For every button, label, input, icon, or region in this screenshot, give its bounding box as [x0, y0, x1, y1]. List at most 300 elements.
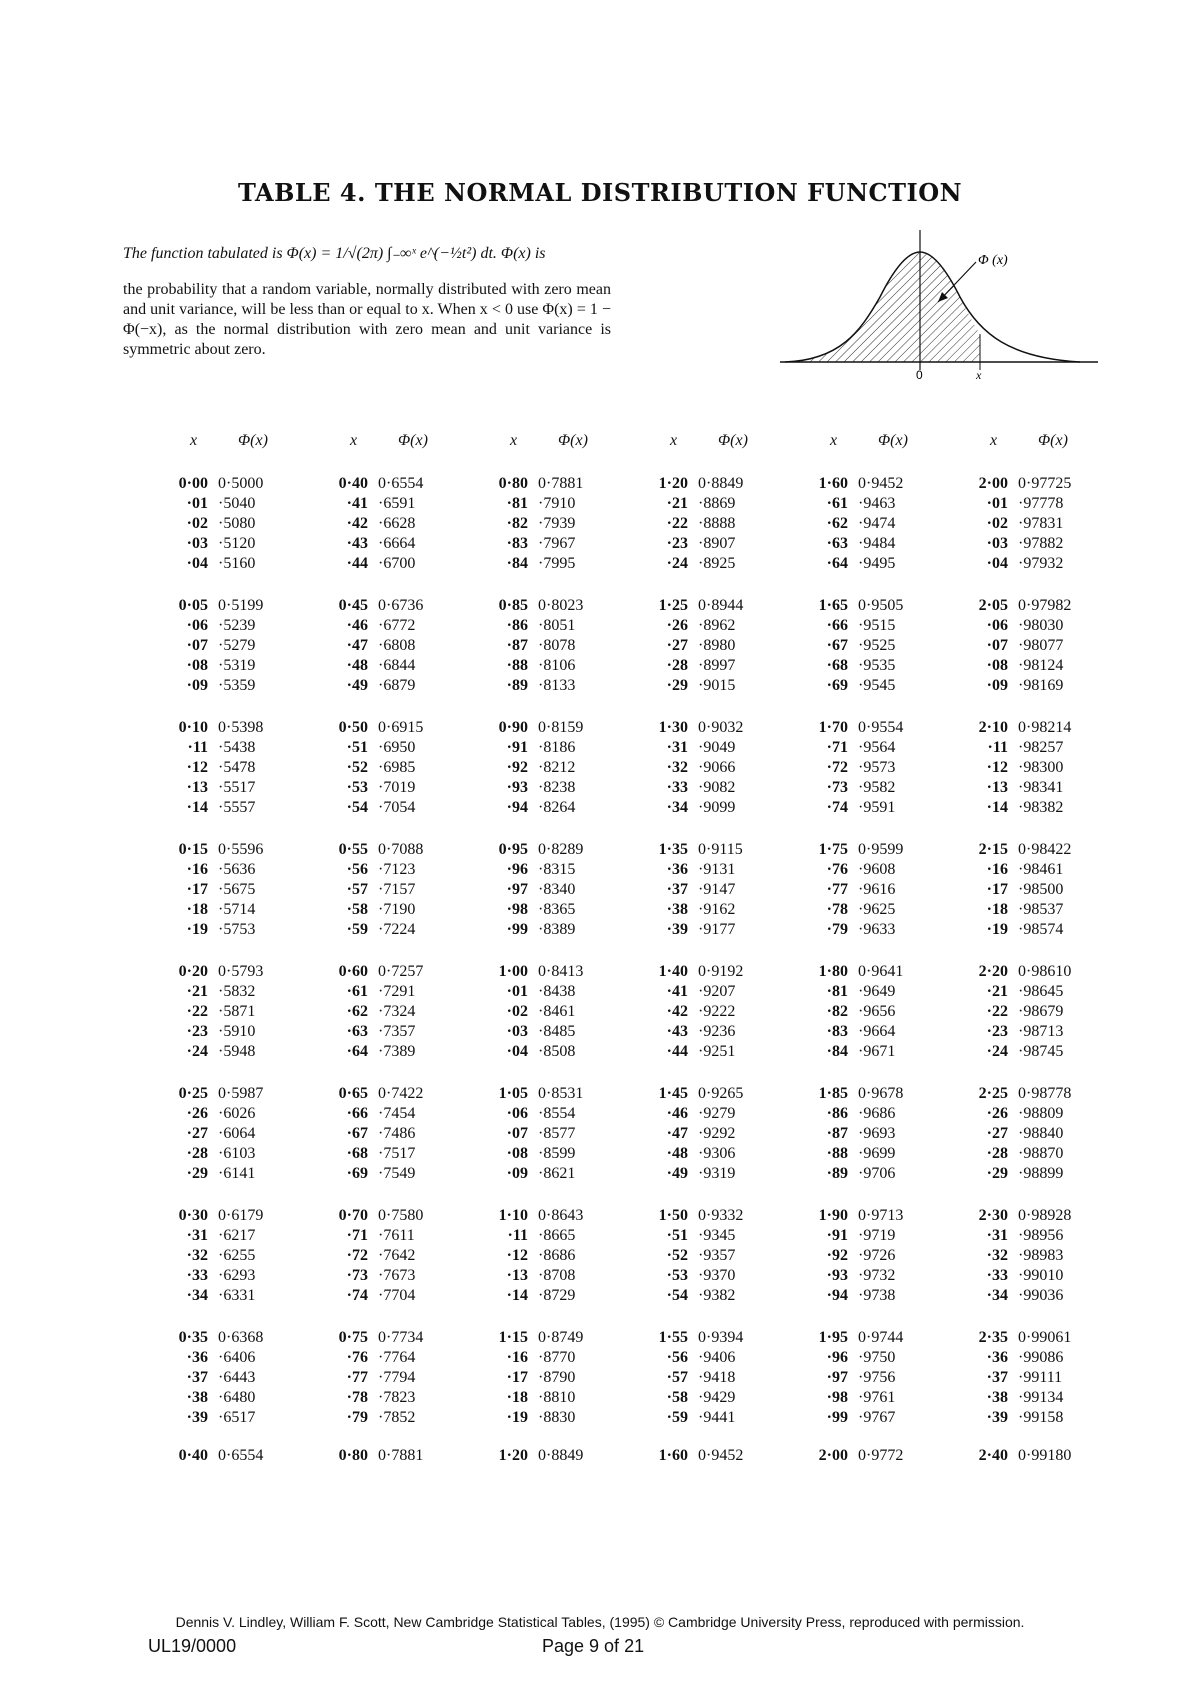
phi-value: ·9625 [858, 901, 896, 918]
x-value: 2·25 [978, 1085, 1008, 1102]
phi-value: ·7517 [378, 1145, 416, 1162]
x-value: ·83 [826, 1023, 848, 1040]
table-row [960, 1022, 1100, 1042]
table-row [480, 1286, 620, 1306]
phi-value: 0·6179 [218, 1207, 264, 1224]
phi-value: ·6217 [218, 1227, 256, 1244]
x-value: ·08 [986, 657, 1008, 674]
x-value: ·87 [506, 637, 528, 654]
table-row [160, 840, 300, 860]
x-value: ·18 [506, 1389, 528, 1406]
row-group [800, 718, 940, 818]
phi-value: ·6406 [218, 1349, 256, 1366]
table-row [800, 554, 940, 574]
phi-value: ·8997 [698, 657, 736, 674]
phi-value: ·9418 [698, 1369, 736, 1386]
table-row [960, 1266, 1100, 1286]
phi-value: ·9099 [698, 799, 736, 816]
table-row [160, 920, 300, 940]
phi-value: ·6591 [378, 495, 416, 512]
table-row [800, 1368, 940, 1388]
table-row [480, 1164, 620, 1184]
x-value: ·11 [987, 739, 1008, 756]
x-value: ·31 [986, 1227, 1008, 1244]
table-row [640, 514, 780, 534]
x-value: ·29 [986, 1165, 1008, 1182]
phi-value: ·8729 [538, 1287, 576, 1304]
x-value: ·94 [506, 799, 528, 816]
table-row [800, 656, 940, 676]
footer-doc-id: UL19/0000 [148, 1636, 237, 1656]
column-header [480, 432, 620, 474]
table-column [800, 432, 940, 1450]
table-row [800, 840, 940, 860]
phi-value: ·6844 [378, 657, 416, 674]
phi-value: 0·9678 [858, 1085, 904, 1102]
table-row [480, 778, 620, 798]
x-value: ·36 [186, 1349, 208, 1366]
phi-value: 0·5793 [218, 963, 264, 980]
phi-value: ·97882 [1018, 535, 1064, 552]
x-value: ·24 [666, 555, 688, 572]
phi-value: ·8888 [698, 515, 736, 532]
row-group [640, 1084, 780, 1184]
phi-value: 0·8531 [538, 1085, 584, 1102]
phi-value: ·97932 [1018, 555, 1064, 572]
shaded-area [785, 252, 980, 362]
x-value: 1·60 [658, 1447, 688, 1464]
phi-value: ·6700 [378, 555, 416, 572]
phi-value: ·5120 [218, 535, 256, 552]
phi-value: ·9564 [858, 739, 896, 756]
phi-value: 0·9115 [698, 841, 743, 858]
x-value: ·42 [666, 1003, 688, 1020]
x-value: ·62 [826, 515, 848, 532]
phi-value: ·5359 [218, 677, 256, 694]
formula-line [123, 244, 611, 264]
phi-value: 0·99180 [1018, 1447, 1072, 1464]
x-value: ·26 [666, 617, 688, 634]
x-value: ·41 [666, 983, 688, 1000]
phi-value: 0·9452 [858, 475, 904, 492]
row-group [480, 474, 620, 574]
table-row [320, 1388, 460, 1408]
x-value: 2·00 [978, 475, 1008, 492]
table-row [800, 676, 940, 696]
table-row [960, 880, 1100, 900]
x-value: ·44 [666, 1043, 688, 1060]
phi-value: ·9649 [858, 983, 896, 1000]
table-row [480, 1206, 620, 1226]
table-row [800, 880, 940, 900]
phi-value: ·98382 [1018, 799, 1064, 816]
x-value: ·31 [186, 1227, 208, 1244]
x-value: 0·80 [338, 1447, 368, 1464]
table-row [960, 1124, 1100, 1144]
x-value: ·34 [986, 1287, 1008, 1304]
phi-value: ·9719 [858, 1227, 896, 1244]
x-value: ·29 [186, 1165, 208, 1182]
row-group [800, 962, 940, 1062]
table-row [160, 636, 300, 656]
table-row [320, 474, 460, 494]
table-row [800, 1144, 940, 1164]
table-row [800, 1124, 940, 1144]
intro-description: the probability that a random variable, normally distributed with zero mean and unit variance, will be less than or equal to x. When x < 0 use Φ(x) = 1 − Φ(−x), as the normal distribution with zero mean and unit variance is symmetric about zero. [123, 281, 611, 358]
row-group [320, 962, 460, 1062]
table-row [800, 738, 940, 758]
phi-value: ·5636 [218, 861, 256, 878]
phi-value: ·7389 [378, 1043, 416, 1060]
phi-value: 0·5199 [218, 597, 264, 614]
phi-value: ·8485 [538, 1023, 576, 1040]
row-group [960, 962, 1100, 1062]
row-group [160, 718, 300, 818]
phi-value: 0·7881 [378, 1447, 424, 1464]
x-value: 1·30 [658, 719, 688, 736]
table-row [160, 860, 300, 880]
x-value: ·43 [346, 535, 368, 552]
x-value: 0·75 [338, 1329, 368, 1346]
phi-value: ·6443 [218, 1369, 256, 1386]
x-value: ·09 [986, 677, 1008, 694]
table-row [160, 1164, 300, 1184]
table-row [160, 1084, 300, 1104]
x-value: ·36 [986, 1349, 1008, 1366]
phi-value: ·5478 [218, 759, 256, 776]
phi-value: 0·9394 [698, 1329, 744, 1346]
table-row [640, 554, 780, 574]
phi-value: ·8508 [538, 1043, 576, 1060]
x-value: ·93 [826, 1267, 848, 1284]
table-row [320, 1328, 460, 1348]
x-value: ·28 [666, 657, 688, 674]
row-group [160, 1084, 300, 1184]
table-row [640, 738, 780, 758]
row-group [320, 718, 460, 818]
phi-value: ·7823 [378, 1389, 416, 1406]
x-value: ·89 [826, 1165, 848, 1182]
table-row [320, 1368, 460, 1388]
table-row [320, 880, 460, 900]
x-value: ·53 [346, 779, 368, 796]
phi-value: ·8621 [538, 1165, 576, 1182]
header-phi: Φ(x) [398, 432, 428, 449]
phi-value: ·9292 [698, 1125, 736, 1142]
table-row [640, 616, 780, 636]
x-value: 1·40 [658, 963, 688, 980]
x-value: ·06 [986, 617, 1008, 634]
x-value: ·64 [346, 1043, 368, 1060]
table-row [960, 758, 1100, 778]
phi-value: ·9015 [698, 677, 736, 694]
footer-page-number: Page 9 of 21 [542, 1636, 645, 1656]
x-value: ·34 [666, 799, 688, 816]
row-group [800, 840, 940, 940]
normal-curve-figure [780, 222, 1100, 382]
x-value: ·92 [506, 759, 528, 776]
phi-value: 0·9772 [858, 1447, 904, 1464]
phi-value: 0·6915 [378, 719, 424, 736]
phi-value: ·8554 [538, 1105, 576, 1122]
table-row [480, 1022, 620, 1042]
x-value: ·32 [186, 1247, 208, 1264]
phi-value: 0·5398 [218, 719, 264, 736]
header-x: x [670, 432, 678, 449]
x-value: ·53 [666, 1267, 688, 1284]
table-row [160, 1348, 300, 1368]
x-value: ·03 [986, 535, 1008, 552]
phi-value: 0·7257 [378, 963, 424, 980]
table-row [160, 1206, 300, 1226]
phi-value: 0·98610 [1018, 963, 1072, 980]
phi-value: ·5714 [218, 901, 256, 918]
x-value: ·03 [506, 1023, 528, 1040]
phi-value: 0·6554 [218, 1447, 264, 1464]
phi-value: ·9066 [698, 759, 736, 776]
x-value: ·21 [186, 983, 208, 1000]
x-value: ·07 [506, 1125, 528, 1142]
x-value: 0·10 [178, 719, 208, 736]
x-value: ·98 [506, 901, 528, 918]
x-value: 1·65 [818, 597, 848, 614]
x-value: ·12 [986, 759, 1008, 776]
x-value: ·14 [186, 799, 208, 816]
table-row [160, 1246, 300, 1266]
phi-value: ·99010 [1018, 1267, 1064, 1284]
table-column [160, 432, 300, 1450]
phi-value: ·8686 [538, 1247, 576, 1264]
phi-value: ·9706 [858, 1165, 896, 1182]
phi-value: ·5239 [218, 617, 256, 634]
phi-value: ·98124 [1018, 657, 1064, 674]
phi-value: ·6103 [218, 1145, 256, 1162]
table-row [960, 1164, 1100, 1184]
phi-value: ·9162 [698, 901, 736, 918]
header-x: x [350, 432, 358, 449]
column-header [960, 432, 1100, 474]
table-row [320, 636, 460, 656]
phi-value: ·6064 [218, 1125, 256, 1142]
phi-value: ·9484 [858, 535, 896, 552]
row-group [800, 1328, 940, 1428]
phi-value: ·5080 [218, 515, 256, 532]
table-row [480, 718, 620, 738]
table-row [800, 534, 940, 554]
phi-value: ·7852 [378, 1409, 416, 1426]
phi-value: ·98983 [1018, 1247, 1064, 1264]
table-row [800, 636, 940, 656]
phi-value: ·6879 [378, 677, 416, 694]
x-value: 0·15 [178, 841, 208, 858]
x-value: ·57 [346, 881, 368, 898]
phi-value: ·8830 [538, 1409, 576, 1426]
phi-value: 0·98778 [1018, 1085, 1072, 1102]
table-row [320, 1206, 460, 1226]
phi-value: ·8708 [538, 1267, 576, 1284]
row-group [160, 840, 300, 940]
phi-value: ·7123 [378, 861, 416, 878]
table-row [160, 1266, 300, 1286]
phi-value: ·5160 [218, 555, 256, 572]
x-value: ·64 [826, 555, 848, 572]
phi-value: 0·99061 [1018, 1329, 1072, 1346]
x-value: 0·55 [338, 841, 368, 858]
x-value: ·39 [186, 1409, 208, 1426]
phi-value: ·9671 [858, 1043, 896, 1060]
phi-value: ·7224 [378, 921, 416, 938]
x-value: ·02 [986, 515, 1008, 532]
x-value: ·07 [186, 637, 208, 654]
x-value: ·76 [346, 1349, 368, 1366]
table-row [160, 494, 300, 514]
x-value: ·48 [346, 657, 368, 674]
row-group [800, 1206, 940, 1306]
phi-value: ·7019 [378, 779, 416, 796]
x-value: ·16 [506, 1349, 528, 1366]
table-row [320, 1164, 460, 1184]
table-row [320, 1124, 460, 1144]
phi-value: 0·6736 [378, 597, 424, 614]
phi-value: ·5948 [218, 1043, 256, 1060]
x-value: ·04 [986, 555, 1008, 572]
phi-value: ·9147 [698, 881, 736, 898]
phi-value: ·8133 [538, 677, 576, 694]
x-value: ·33 [186, 1267, 208, 1284]
table-row [800, 514, 940, 534]
x-value: ·51 [346, 739, 368, 756]
x-value: ·19 [186, 921, 208, 938]
phi-value: ·8665 [538, 1227, 576, 1244]
x-value: ·34 [186, 1287, 208, 1304]
table-row [640, 656, 780, 676]
x-value: ·37 [186, 1369, 208, 1386]
table-row [640, 778, 780, 798]
x-value: 0·50 [338, 719, 368, 736]
x-value: ·68 [346, 1145, 368, 1162]
phi-value: 0·6368 [218, 1329, 264, 1346]
x-value: ·61 [346, 983, 368, 1000]
phi-value: ·7794 [378, 1369, 416, 1386]
phi-value: ·98870 [1018, 1145, 1064, 1162]
phi-value: ·9591 [858, 799, 896, 816]
x-value: 1·85 [818, 1085, 848, 1102]
row-group [960, 718, 1100, 818]
phi-value: ·8925 [698, 555, 736, 572]
row-group [640, 840, 780, 940]
phi-value: ·7939 [538, 515, 576, 532]
table-row [320, 778, 460, 798]
table-row [800, 1328, 940, 1348]
x-value: ·08 [506, 1145, 528, 1162]
x-value: ·44 [346, 555, 368, 572]
x-value: ·39 [986, 1409, 1008, 1426]
x-value: ·49 [346, 677, 368, 694]
phi-value: 0·5596 [218, 841, 264, 858]
phi-value: ·9699 [858, 1145, 896, 1162]
table-row [800, 1206, 940, 1226]
x-value: ·54 [346, 799, 368, 816]
table-row [960, 596, 1100, 616]
table-row [640, 494, 780, 514]
x-value: ·01 [186, 495, 208, 512]
x-value: ·63 [826, 535, 848, 552]
x-value: 1·95 [818, 1329, 848, 1346]
x-value: ·38 [666, 901, 688, 918]
phi-value: ·99134 [1018, 1389, 1064, 1406]
x-value: ·18 [986, 901, 1008, 918]
table-row [160, 1022, 300, 1042]
phi-value: ·7995 [538, 555, 576, 572]
row-group [480, 962, 620, 1062]
table-row [160, 656, 300, 676]
x-value: ·91 [506, 739, 528, 756]
x-value: ·11 [507, 1227, 528, 1244]
table-row [480, 1124, 620, 1144]
table-row [160, 1144, 300, 1164]
table-row [640, 1368, 780, 1388]
phi-value: 0·8849 [698, 475, 744, 492]
phi-value: ·99111 [1018, 1369, 1063, 1386]
x-value: ·87 [826, 1125, 848, 1142]
x-value: ·14 [506, 1287, 528, 1304]
phi-value: ·98679 [1018, 1003, 1064, 1020]
x-value: 1·50 [658, 1207, 688, 1224]
x-value: ·07 [986, 637, 1008, 654]
x-value: 1·15 [498, 1329, 528, 1346]
row-group [800, 1084, 940, 1184]
phi-value: ·5319 [218, 657, 256, 674]
table-row [640, 920, 780, 940]
table-row [640, 798, 780, 818]
row-group [960, 596, 1100, 696]
x-value: ·32 [666, 759, 688, 776]
table-row [960, 534, 1100, 554]
table-row [320, 656, 460, 676]
table-row [640, 1286, 780, 1306]
phi-value: ·8264 [538, 799, 576, 816]
phi-value: ·9406 [698, 1349, 736, 1366]
x-value: 2·35 [978, 1329, 1008, 1346]
phi-value: ·9761 [858, 1389, 896, 1406]
phi-value: ·7673 [378, 1267, 416, 1284]
phi-value: 0·8023 [538, 597, 584, 614]
table-row [160, 616, 300, 636]
table-row [160, 554, 300, 574]
phi-value: ·9441 [698, 1409, 736, 1426]
table-row [800, 778, 940, 798]
phi-value: ·9750 [858, 1349, 896, 1366]
table-row [800, 616, 940, 636]
phi-value: ·8051 [538, 617, 576, 634]
phi-value: ·9429 [698, 1389, 736, 1406]
x-value: ·32 [986, 1247, 1008, 1264]
x-value: ·99 [826, 1409, 848, 1426]
phi-value: ·5675 [218, 881, 256, 898]
phi-value: ·8106 [538, 657, 576, 674]
table-row [640, 1226, 780, 1246]
phi-value: ·5871 [218, 1003, 256, 1020]
x-value: ·68 [826, 657, 848, 674]
x-value: ·52 [346, 759, 368, 776]
phi-value: ·5753 [218, 921, 256, 938]
x-value: ·52 [666, 1247, 688, 1264]
x-value: ·69 [346, 1165, 368, 1182]
x-value: ·16 [986, 861, 1008, 878]
table-row [320, 840, 460, 860]
table-row [160, 676, 300, 696]
table-row [960, 1144, 1100, 1164]
